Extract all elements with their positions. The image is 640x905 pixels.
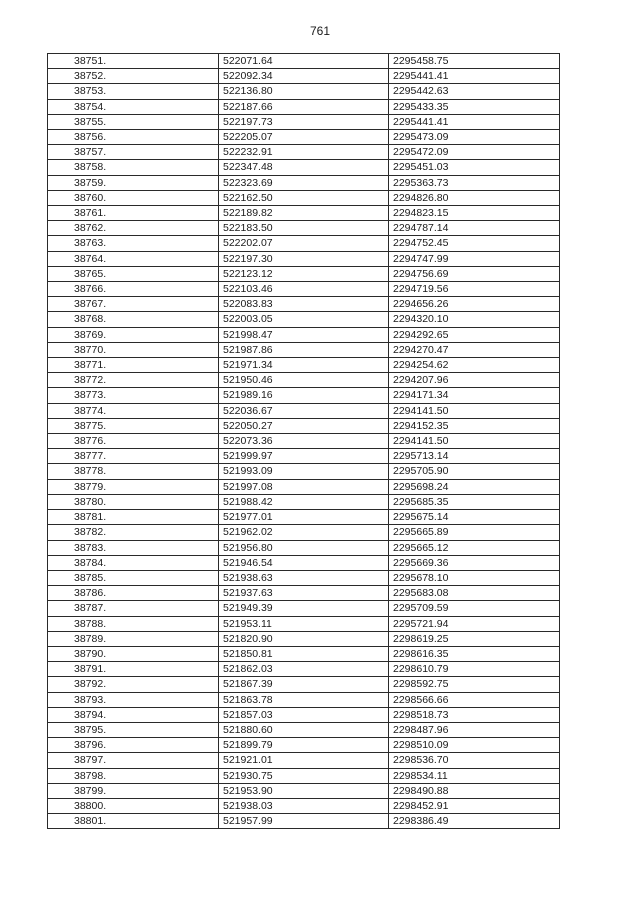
point-id-cell: 38753. bbox=[48, 84, 219, 99]
y-coordinate-cell: 2295678.10 bbox=[389, 570, 560, 585]
table-row bbox=[48, 190, 560, 205]
point-id-cell: 38792. bbox=[48, 677, 219, 692]
y-coordinate-cell: 2298518.73 bbox=[389, 707, 560, 722]
x-coordinate-cell: 522071.64 bbox=[219, 54, 389, 69]
y-coordinate-cell: 2298510.09 bbox=[389, 738, 560, 753]
table-row bbox=[48, 525, 560, 540]
point-id-cell: 38776. bbox=[48, 434, 219, 449]
table-row bbox=[48, 510, 560, 525]
x-coordinate-cell: 521899.79 bbox=[219, 738, 389, 753]
table-row bbox=[48, 236, 560, 251]
y-coordinate-cell: 2298619.25 bbox=[389, 631, 560, 646]
x-coordinate-cell: 522197.30 bbox=[219, 251, 389, 266]
table-row bbox=[48, 251, 560, 266]
coordinates-table bbox=[47, 53, 560, 829]
table-row bbox=[48, 69, 560, 84]
point-id-cell: 38758. bbox=[48, 160, 219, 175]
table-row bbox=[48, 646, 560, 661]
point-id-cell: 38801. bbox=[48, 814, 219, 829]
x-coordinate-cell: 522092.34 bbox=[219, 69, 389, 84]
table-row bbox=[48, 631, 560, 646]
y-coordinate-cell: 2294320.10 bbox=[389, 312, 560, 327]
y-coordinate-cell: 2295441.41 bbox=[389, 69, 560, 84]
y-coordinate-cell: 2295683.08 bbox=[389, 586, 560, 601]
table-row bbox=[48, 798, 560, 813]
y-coordinate-cell: 2298490.88 bbox=[389, 783, 560, 798]
x-coordinate-cell: 522003.05 bbox=[219, 312, 389, 327]
point-id-cell: 38781. bbox=[48, 510, 219, 525]
point-id-cell: 38794. bbox=[48, 707, 219, 722]
x-coordinate-cell: 521938.63 bbox=[219, 570, 389, 585]
y-coordinate-cell: 2295473.09 bbox=[389, 130, 560, 145]
y-coordinate-cell: 2298386.49 bbox=[389, 814, 560, 829]
y-coordinate-cell: 2298534.11 bbox=[389, 768, 560, 783]
x-coordinate-cell: 522083.83 bbox=[219, 297, 389, 312]
x-coordinate-cell: 522347.48 bbox=[219, 160, 389, 175]
point-id-cell: 38752. bbox=[48, 69, 219, 84]
table-row bbox=[48, 570, 560, 585]
x-coordinate-cell: 522162.50 bbox=[219, 190, 389, 205]
x-coordinate-cell: 522050.27 bbox=[219, 418, 389, 433]
point-id-cell: 38798. bbox=[48, 768, 219, 783]
y-coordinate-cell: 2298616.35 bbox=[389, 646, 560, 661]
point-id-cell: 38779. bbox=[48, 479, 219, 494]
y-coordinate-cell: 2298452.91 bbox=[389, 798, 560, 813]
y-coordinate-cell: 2295441.41 bbox=[389, 114, 560, 129]
y-coordinate-cell: 2295665.89 bbox=[389, 525, 560, 540]
y-coordinate-cell: 2294752.45 bbox=[389, 236, 560, 251]
x-coordinate-cell: 522197.73 bbox=[219, 114, 389, 129]
point-id-cell: 38790. bbox=[48, 646, 219, 661]
x-coordinate-cell: 522036.67 bbox=[219, 403, 389, 418]
x-coordinate-cell: 521946.54 bbox=[219, 555, 389, 570]
table-row bbox=[48, 783, 560, 798]
table-row bbox=[48, 662, 560, 677]
table-row bbox=[48, 99, 560, 114]
point-id-cell: 38785. bbox=[48, 570, 219, 585]
table-row bbox=[48, 403, 560, 418]
point-id-cell: 38756. bbox=[48, 130, 219, 145]
x-coordinate-cell: 522123.12 bbox=[219, 266, 389, 281]
table-row bbox=[48, 114, 560, 129]
y-coordinate-cell: 2298487.96 bbox=[389, 722, 560, 737]
table-row bbox=[48, 692, 560, 707]
x-coordinate-cell: 521820.90 bbox=[219, 631, 389, 646]
point-id-cell: 38782. bbox=[48, 525, 219, 540]
table-row bbox=[48, 206, 560, 221]
x-coordinate-cell: 521956.80 bbox=[219, 540, 389, 555]
point-id-cell: 38773. bbox=[48, 388, 219, 403]
point-id-cell: 38783. bbox=[48, 540, 219, 555]
y-coordinate-cell: 2295442.63 bbox=[389, 84, 560, 99]
table-row bbox=[48, 616, 560, 631]
point-id-cell: 38788. bbox=[48, 616, 219, 631]
table-row bbox=[48, 160, 560, 175]
table-row bbox=[48, 707, 560, 722]
point-id-cell: 38754. bbox=[48, 99, 219, 114]
x-coordinate-cell: 522232.91 bbox=[219, 145, 389, 160]
point-id-cell: 38778. bbox=[48, 464, 219, 479]
y-coordinate-cell: 2295669.36 bbox=[389, 555, 560, 570]
x-coordinate-cell: 521989.16 bbox=[219, 388, 389, 403]
x-coordinate-cell: 521921.01 bbox=[219, 753, 389, 768]
point-id-cell: 38800. bbox=[48, 798, 219, 813]
y-coordinate-cell: 2298592.75 bbox=[389, 677, 560, 692]
x-coordinate-cell: 521880.60 bbox=[219, 722, 389, 737]
x-coordinate-cell: 521953.11 bbox=[219, 616, 389, 631]
point-id-cell: 38791. bbox=[48, 662, 219, 677]
x-coordinate-cell: 522205.07 bbox=[219, 130, 389, 145]
table-row bbox=[48, 84, 560, 99]
table-row bbox=[48, 282, 560, 297]
table-row bbox=[48, 722, 560, 737]
point-id-cell: 38775. bbox=[48, 418, 219, 433]
y-coordinate-cell: 2295363.73 bbox=[389, 175, 560, 190]
table-row bbox=[48, 221, 560, 236]
table-row bbox=[48, 768, 560, 783]
point-id-cell: 38761. bbox=[48, 206, 219, 221]
y-coordinate-cell: 2298536.70 bbox=[389, 753, 560, 768]
point-id-cell: 38765. bbox=[48, 266, 219, 281]
y-coordinate-cell: 2298566.66 bbox=[389, 692, 560, 707]
y-coordinate-cell: 2294171.34 bbox=[389, 388, 560, 403]
table-row bbox=[48, 449, 560, 464]
coordinates-table-body bbox=[48, 54, 560, 829]
table-row bbox=[48, 494, 560, 509]
y-coordinate-cell: 2294719.56 bbox=[389, 282, 560, 297]
x-coordinate-cell: 521930.75 bbox=[219, 768, 389, 783]
x-coordinate-cell: 521988.42 bbox=[219, 494, 389, 509]
point-id-cell: 38764. bbox=[48, 251, 219, 266]
x-coordinate-cell: 522103.46 bbox=[219, 282, 389, 297]
x-coordinate-cell: 521971.34 bbox=[219, 358, 389, 373]
x-coordinate-cell: 522189.82 bbox=[219, 206, 389, 221]
x-coordinate-cell: 521998.47 bbox=[219, 327, 389, 342]
x-coordinate-cell: 521999.97 bbox=[219, 449, 389, 464]
y-coordinate-cell: 2294826.80 bbox=[389, 190, 560, 205]
point-id-cell: 38759. bbox=[48, 175, 219, 190]
y-coordinate-cell: 2295705.90 bbox=[389, 464, 560, 479]
point-id-cell: 38772. bbox=[48, 373, 219, 388]
y-coordinate-cell: 2294207.96 bbox=[389, 373, 560, 388]
point-id-cell: 38762. bbox=[48, 221, 219, 236]
x-coordinate-cell: 522187.66 bbox=[219, 99, 389, 114]
point-id-cell: 38780. bbox=[48, 494, 219, 509]
point-id-cell: 38769. bbox=[48, 327, 219, 342]
y-coordinate-cell: 2295433.35 bbox=[389, 99, 560, 114]
x-coordinate-cell: 521957.99 bbox=[219, 814, 389, 829]
table-row bbox=[48, 373, 560, 388]
y-coordinate-cell: 2295472.09 bbox=[389, 145, 560, 160]
x-coordinate-cell: 521937.63 bbox=[219, 586, 389, 601]
x-coordinate-cell: 521977.01 bbox=[219, 510, 389, 525]
y-coordinate-cell: 2295451.03 bbox=[389, 160, 560, 175]
table-row bbox=[48, 814, 560, 829]
table-row bbox=[48, 540, 560, 555]
y-coordinate-cell: 2294823.15 bbox=[389, 206, 560, 221]
table-row bbox=[48, 586, 560, 601]
x-coordinate-cell: 522323.69 bbox=[219, 175, 389, 190]
point-id-cell: 38796. bbox=[48, 738, 219, 753]
table-row bbox=[48, 312, 560, 327]
y-coordinate-cell: 2294152.35 bbox=[389, 418, 560, 433]
x-coordinate-cell: 521857.03 bbox=[219, 707, 389, 722]
table-row bbox=[48, 677, 560, 692]
table-row bbox=[48, 601, 560, 616]
table-row bbox=[48, 266, 560, 281]
point-id-cell: 38777. bbox=[48, 449, 219, 464]
table-row bbox=[48, 555, 560, 570]
table-row bbox=[48, 175, 560, 190]
x-coordinate-cell: 521938.03 bbox=[219, 798, 389, 813]
point-id-cell: 38795. bbox=[48, 722, 219, 737]
table-row bbox=[48, 297, 560, 312]
table-row bbox=[48, 418, 560, 433]
point-id-cell: 38771. bbox=[48, 358, 219, 373]
table-row bbox=[48, 130, 560, 145]
point-id-cell: 38770. bbox=[48, 342, 219, 357]
table-row bbox=[48, 358, 560, 373]
point-id-cell: 38787. bbox=[48, 601, 219, 616]
x-coordinate-cell: 522202.07 bbox=[219, 236, 389, 251]
y-coordinate-cell: 2294756.69 bbox=[389, 266, 560, 281]
page-number: 761 bbox=[309, 24, 331, 38]
x-coordinate-cell: 521862.03 bbox=[219, 662, 389, 677]
point-id-cell: 38751. bbox=[48, 54, 219, 69]
point-id-cell: 38760. bbox=[48, 190, 219, 205]
y-coordinate-cell: 2298610.79 bbox=[389, 662, 560, 677]
y-coordinate-cell: 2295675.14 bbox=[389, 510, 560, 525]
x-coordinate-cell: 521863.78 bbox=[219, 692, 389, 707]
x-coordinate-cell: 521850.81 bbox=[219, 646, 389, 661]
y-coordinate-cell: 2294270.47 bbox=[389, 342, 560, 357]
y-coordinate-cell: 2295685.35 bbox=[389, 494, 560, 509]
table-row bbox=[48, 753, 560, 768]
table-row bbox=[48, 434, 560, 449]
x-coordinate-cell: 521962.02 bbox=[219, 525, 389, 540]
x-coordinate-cell: 522073.36 bbox=[219, 434, 389, 449]
y-coordinate-cell: 2294292.65 bbox=[389, 327, 560, 342]
y-coordinate-cell: 2295713.14 bbox=[389, 449, 560, 464]
x-coordinate-cell: 521867.39 bbox=[219, 677, 389, 692]
y-coordinate-cell: 2294141.50 bbox=[389, 434, 560, 449]
point-id-cell: 38799. bbox=[48, 783, 219, 798]
x-coordinate-cell: 521987.86 bbox=[219, 342, 389, 357]
y-coordinate-cell: 2294656.26 bbox=[389, 297, 560, 312]
table-row bbox=[48, 327, 560, 342]
point-id-cell: 38768. bbox=[48, 312, 219, 327]
point-id-cell: 38793. bbox=[48, 692, 219, 707]
point-id-cell: 38767. bbox=[48, 297, 219, 312]
y-coordinate-cell: 2295709.59 bbox=[389, 601, 560, 616]
table-row bbox=[48, 388, 560, 403]
x-coordinate-cell: 521950.46 bbox=[219, 373, 389, 388]
point-id-cell: 38797. bbox=[48, 753, 219, 768]
table-row bbox=[48, 342, 560, 357]
y-coordinate-cell: 2294787.14 bbox=[389, 221, 560, 236]
x-coordinate-cell: 521953.90 bbox=[219, 783, 389, 798]
y-coordinate-cell: 2294747.99 bbox=[389, 251, 560, 266]
x-coordinate-cell: 521993.09 bbox=[219, 464, 389, 479]
y-coordinate-cell: 2295721.94 bbox=[389, 616, 560, 631]
x-coordinate-cell: 522183.50 bbox=[219, 221, 389, 236]
point-id-cell: 38774. bbox=[48, 403, 219, 418]
point-id-cell: 38786. bbox=[48, 586, 219, 601]
table-row bbox=[48, 145, 560, 160]
table-row bbox=[48, 54, 560, 69]
point-id-cell: 38763. bbox=[48, 236, 219, 251]
point-id-cell: 38789. bbox=[48, 631, 219, 646]
point-id-cell: 38757. bbox=[48, 145, 219, 160]
x-coordinate-cell: 522136.80 bbox=[219, 84, 389, 99]
table-row bbox=[48, 479, 560, 494]
y-coordinate-cell: 2294141.50 bbox=[389, 403, 560, 418]
point-id-cell: 38784. bbox=[48, 555, 219, 570]
point-id-cell: 38766. bbox=[48, 282, 219, 297]
y-coordinate-cell: 2294254.62 bbox=[389, 358, 560, 373]
x-coordinate-cell: 521949.39 bbox=[219, 601, 389, 616]
point-id-cell: 38755. bbox=[48, 114, 219, 129]
y-coordinate-cell: 2295458.75 bbox=[389, 54, 560, 69]
table-row bbox=[48, 738, 560, 753]
table-row bbox=[48, 464, 560, 479]
x-coordinate-cell: 521997.08 bbox=[219, 479, 389, 494]
y-coordinate-cell: 2295698.24 bbox=[389, 479, 560, 494]
y-coordinate-cell: 2295665.12 bbox=[389, 540, 560, 555]
